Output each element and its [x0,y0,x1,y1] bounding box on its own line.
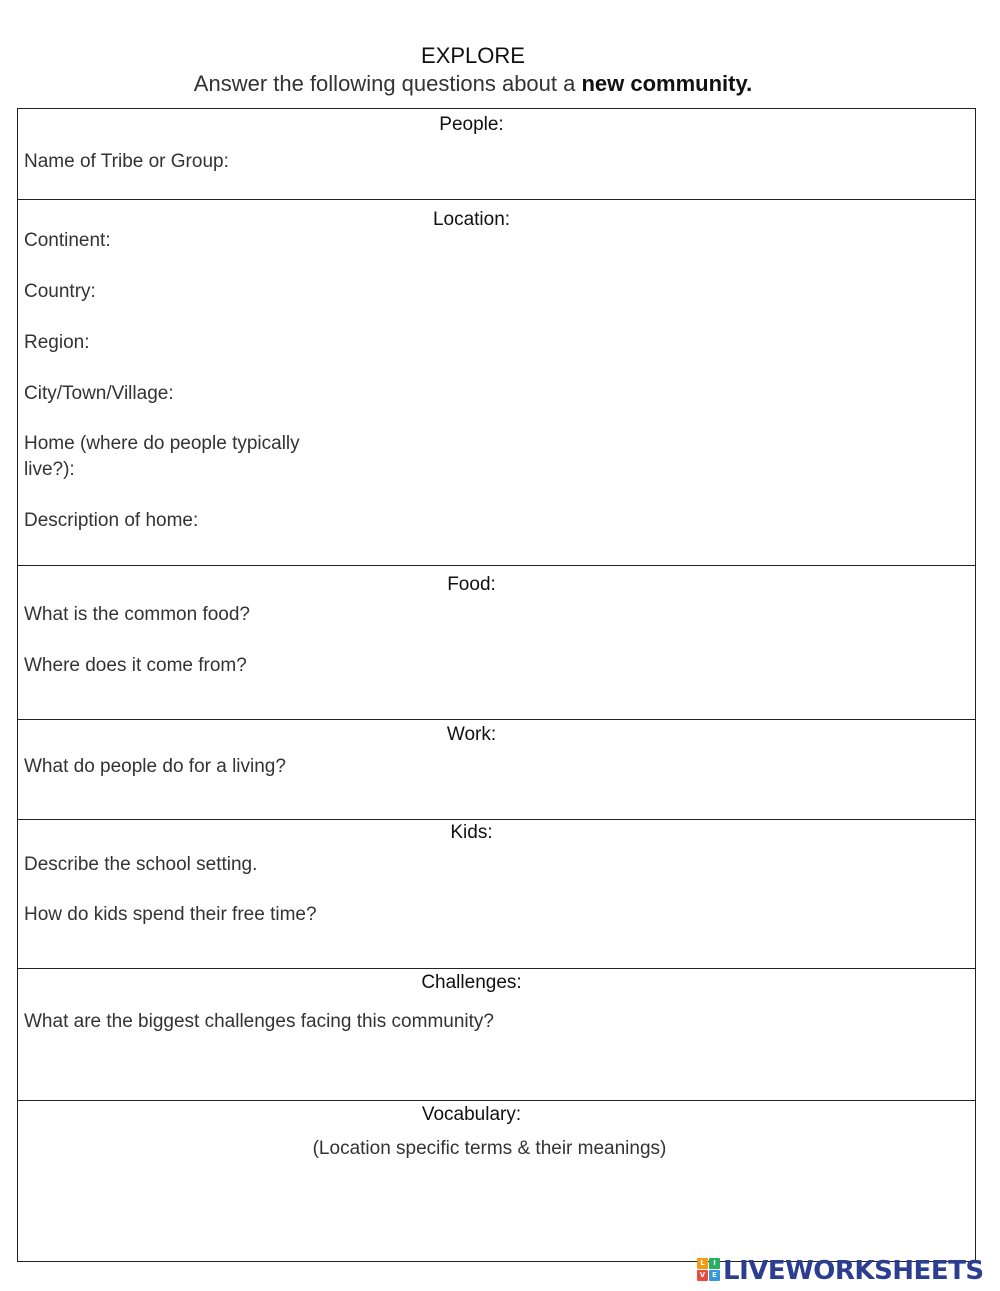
question-continent: Continent: [24,230,111,251]
section-work [17,719,976,820]
section-people [17,108,976,200]
question-city: City/Town/Village: [24,383,174,404]
page-subtitle [0,71,946,97]
vocabulary-note: (Location specific terms & their meanings) [312,1138,667,1159]
section-heading-vocabulary: Vocabulary: [421,1104,522,1125]
section-vocabulary [17,1100,976,1262]
answer-field-location[interactable] [348,226,967,561]
answer-field-tribe-name[interactable] [348,147,967,177]
section-heading-challenges: Challenges: [421,972,522,993]
answer-field-kids[interactable] [348,850,967,960]
answer-field-challenges[interactable] [24,1039,967,1094]
logo-block-v: V [697,1270,708,1281]
logo-blocks-icon [697,1258,721,1282]
question-biggest-challenges: What are the biggest challenges facing this community? [24,1011,494,1032]
page-title: EXPLORE [421,43,525,68]
section-kids [17,819,976,969]
subtitle-emphasis: new community. [581,71,753,96]
section-food [17,565,976,720]
question-livelihood: What do people do for a living? [24,756,286,777]
section-heading-food: Food: [447,574,496,595]
answer-field-food[interactable] [348,600,967,710]
answer-field-work[interactable] [348,752,967,812]
question-home-description: Description of home: [24,510,199,531]
question-food-source: Where does it come from? [24,655,247,676]
section-challenges [17,968,976,1101]
section-heading-location: Location: [432,209,511,230]
logo-block-e: E [709,1270,720,1281]
question-common-food: What is the common food? [24,604,250,625]
section-heading-kids: Kids: [450,822,493,843]
liveworksheets-logo [697,1256,997,1286]
question-tribe-name: Name of Tribe or Group: [24,151,229,172]
question-home-line2: live?): [24,459,75,480]
logo-block-l: L [697,1258,708,1269]
question-country: Country: [24,281,96,302]
section-heading-people: People: [439,114,504,135]
section-location [17,199,976,566]
logo-text: LIVEWORKSHEETS [723,1256,984,1286]
subtitle-text: Answer the following questions about a [193,71,582,96]
answer-field-vocabulary[interactable] [24,1171,967,1256]
question-region: Region: [24,332,90,353]
section-heading-work: Work: [446,724,497,745]
question-free-time: How do kids spend their free time? [24,904,317,925]
question-school-setting: Describe the school setting. [24,854,258,875]
logo-block-i: I [709,1258,720,1269]
question-home-line1: Home (where do people typically [24,433,300,454]
